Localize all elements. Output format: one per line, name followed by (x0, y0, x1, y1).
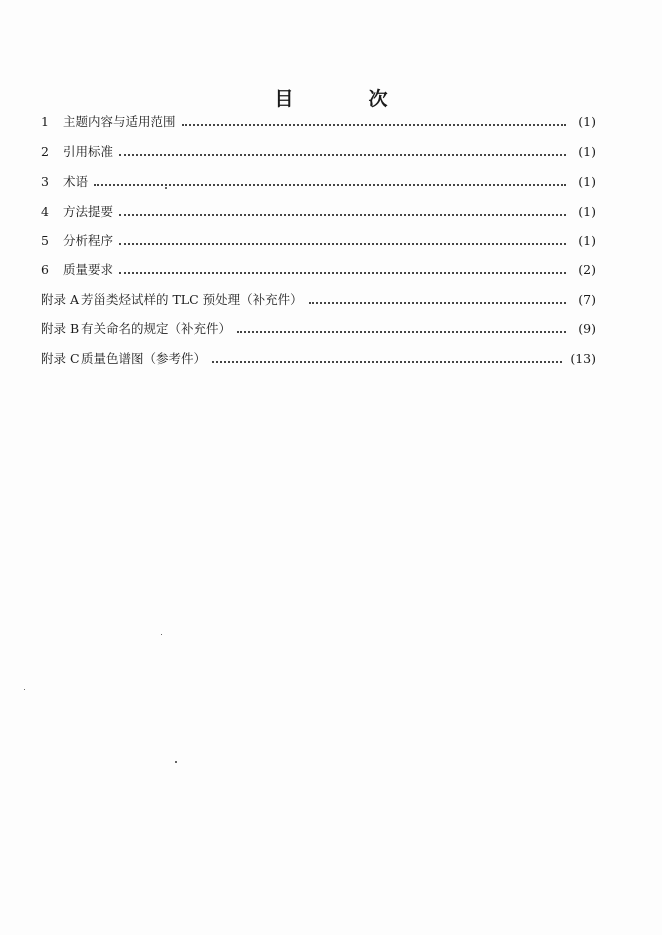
toc-entry-label: 质量色谱图（参考件） (81, 351, 207, 366)
toc-entry-3[interactable] (41, 172, 596, 192)
toc-entry-2[interactable] (41, 142, 596, 162)
toc-entry-number: 6 (41, 262, 49, 277)
scan-speck (165, 187, 167, 189)
toc-entry-page: (2) (578, 262, 596, 277)
toc-entry-page: (1) (578, 174, 596, 189)
scan-speck (175, 761, 177, 763)
toc-entry-4[interactable] (41, 202, 596, 222)
toc-entry-label: 方法提要 (63, 204, 114, 219)
toc-entry-label: 分析程序 (63, 233, 114, 248)
toc-entry-6[interactable] (41, 260, 596, 280)
toc-entry-number: 附录 A (41, 292, 80, 307)
toc-entry-1[interactable] (41, 112, 596, 132)
toc-entry-number: 附录 B (41, 321, 80, 336)
scan-speck (161, 634, 162, 635)
dot-leader (119, 272, 566, 274)
toc-entry-page: (9) (578, 321, 596, 336)
dot-leader (119, 214, 566, 216)
dot-leader (119, 243, 566, 245)
dot-leader (309, 302, 566, 304)
toc-entry-label: 主题内容与适用范围 (63, 114, 176, 129)
scan-speck (24, 689, 25, 690)
toc-entry-label: 质量要求 (63, 262, 114, 277)
toc-entry-number: 3 (41, 174, 49, 189)
toc-entry-label: 芳甾类烃试样的 TLC 预处理（补充件） (81, 292, 303, 307)
toc-entry-label: 术语 (63, 174, 89, 189)
toc-entry-5[interactable] (41, 231, 596, 251)
toc-entry-appendix-c[interactable] (41, 349, 596, 369)
dot-leader (119, 154, 566, 156)
toc-entry-number: 1 (41, 114, 49, 129)
dot-leader (94, 184, 566, 186)
page-title: 目 次 (274, 88, 416, 110)
dot-leader (237, 331, 566, 333)
toc-entry-label: 引用标准 (63, 144, 114, 159)
toc-entry-label: 有关命名的规定（补充件） (81, 321, 232, 336)
dot-leader (182, 124, 566, 126)
toc-entry-number: 附录 C (41, 351, 80, 366)
toc-entry-page: (1) (578, 114, 596, 129)
toc-entry-page: (13) (570, 351, 596, 366)
toc-entry-appendix-a[interactable] (41, 290, 596, 310)
toc-entry-page: (7) (578, 292, 596, 307)
toc-entry-number: 5 (41, 233, 49, 248)
toc-entry-number: 4 (41, 204, 49, 219)
toc-entry-page: (1) (578, 144, 596, 159)
toc-entry-page: (1) (578, 233, 596, 248)
toc-entry-appendix-b[interactable] (41, 319, 596, 339)
toc-entry-page: (1) (578, 204, 596, 219)
toc-entry-number: 2 (41, 144, 49, 159)
dot-leader (212, 361, 562, 363)
